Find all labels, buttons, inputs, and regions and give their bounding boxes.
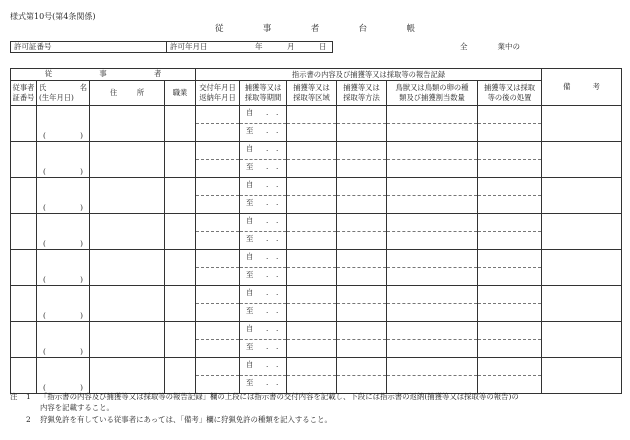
name-cell[interactable] — [37, 286, 90, 322]
header-text: 捕獲等又は採取 等の後の処置 — [483, 83, 536, 102]
name-cell[interactable] — [37, 178, 90, 214]
capture-period-header — [240, 81, 287, 106]
period-label: 至 — [246, 234, 254, 243]
note-number: 2 — [26, 414, 31, 424]
period-label: 至 — [246, 342, 254, 351]
permit-date-field[interactable] — [167, 41, 333, 53]
record-cell[interactable] — [478, 322, 542, 358]
period-to — [246, 126, 279, 135]
title-char: 者 — [310, 24, 320, 34]
date-separator: . — [266, 378, 269, 387]
period-label: 至 — [246, 198, 254, 207]
job-cell[interactable] — [165, 322, 196, 358]
paren-close: ) — [80, 166, 83, 176]
record-cell[interactable] — [387, 322, 478, 358]
row-divider — [196, 303, 239, 304]
record-cell[interactable] — [478, 178, 542, 214]
period-label: 自 — [246, 324, 254, 333]
row-divider — [196, 267, 239, 268]
row-divider — [478, 339, 541, 340]
remarks-cell[interactable] — [542, 106, 622, 142]
row-divider — [478, 303, 541, 304]
paren-open: ( — [43, 382, 46, 392]
header-char: 名 — [79, 83, 87, 93]
job-header — [165, 81, 196, 106]
date-separator: . — [276, 180, 279, 189]
note-text: 「指示書の内容及び捕獲等又は採取等の報告記録」欄の上段には指示書の交付内容を記載し、下段には指示書の返納(捕獲等又は採取等の報告)の — [40, 392, 519, 401]
worker-no-header — [11, 81, 37, 106]
header-char: 備 — [563, 81, 571, 91]
paren-close: ) — [80, 274, 83, 284]
date-separator: . — [266, 162, 269, 171]
record-cell[interactable] — [196, 106, 240, 142]
record-cell[interactable] — [337, 178, 387, 214]
capture-period-cell[interactable] — [240, 106, 287, 142]
table-row — [11, 286, 622, 322]
header-char: 従 — [44, 69, 52, 79]
period-label: 至 — [246, 378, 254, 387]
table-row — [11, 142, 622, 178]
period-label: 自 — [246, 288, 254, 297]
birthdate-parens — [43, 276, 83, 284]
date-separator: . — [276, 342, 279, 351]
date-separator: . — [276, 270, 279, 279]
record-cell[interactable] — [196, 322, 240, 358]
note-text: 狩猟免許を有している従事者にあっては、「備考」欄に狩猟免許の種類を記入すること。 — [40, 414, 332, 424]
record-cell[interactable] — [287, 214, 337, 250]
header-text: 捕獲等又は 採取等区域 — [293, 83, 330, 102]
date-separator: . — [276, 252, 279, 261]
date-separator: . — [276, 360, 279, 369]
name-cell[interactable] — [37, 214, 90, 250]
address-cell[interactable] — [90, 250, 165, 286]
name-cell[interactable] — [37, 106, 90, 142]
date-separator: . — [266, 306, 269, 315]
row-divider — [337, 339, 386, 340]
record-cell[interactable] — [478, 214, 542, 250]
record-cell[interactable] — [387, 214, 478, 250]
title-char: 事 — [262, 24, 272, 34]
record-cell[interactable] — [287, 250, 337, 286]
paren-open: ( — [43, 166, 46, 176]
row-divider — [196, 375, 239, 376]
record-cell[interactable] — [287, 322, 337, 358]
row-divider — [337, 159, 386, 160]
day-unit: 日 — [319, 42, 327, 51]
job-cell[interactable] — [165, 250, 196, 286]
record-cell[interactable] — [337, 214, 387, 250]
period-label-part: 全 — [460, 42, 468, 51]
record-cell[interactable] — [196, 286, 240, 322]
row-divider — [387, 195, 477, 196]
date-separator: . — [266, 324, 269, 333]
date-separator: . — [266, 216, 269, 225]
date-separator: . — [276, 108, 279, 117]
record-cell[interactable] — [478, 286, 542, 322]
remarks-cell[interactable] — [542, 358, 622, 394]
job-cell[interactable] — [165, 106, 196, 142]
period-label — [460, 43, 520, 52]
table-row — [11, 178, 622, 214]
worker-no-cell[interactable] — [11, 106, 37, 142]
remarks-cell[interactable] — [542, 322, 622, 358]
permit-header — [10, 41, 333, 52]
title-char: 台 — [358, 24, 368, 34]
remarks-cell[interactable] — [542, 286, 622, 322]
period-from — [246, 324, 279, 333]
name-cell[interactable] — [37, 142, 90, 178]
birthdate-parens — [43, 312, 83, 320]
date-separator: . — [276, 288, 279, 297]
paren-close: ) — [80, 310, 83, 320]
period-from — [246, 288, 279, 297]
date-separator: . — [266, 108, 269, 117]
record-group-header — [196, 69, 542, 81]
job-cell[interactable] — [165, 178, 196, 214]
permit-number-label: 許可証番号 — [14, 42, 52, 51]
row-divider — [196, 339, 239, 340]
capture-period-cell[interactable] — [240, 322, 287, 358]
birthdate-parens — [43, 204, 83, 212]
period-label: 至 — [246, 126, 254, 135]
header-char: 住 — [109, 87, 118, 97]
row-divider — [478, 123, 541, 124]
date-separator: . — [276, 198, 279, 207]
record-cell[interactable] — [478, 142, 542, 178]
name-cell[interactable] — [37, 358, 90, 394]
notes-head: 注 — [10, 392, 18, 401]
worker-no-cell[interactable] — [11, 358, 37, 394]
table-row — [11, 106, 622, 142]
row-divider — [196, 159, 239, 160]
date-separator: . — [266, 198, 269, 207]
period-from — [246, 180, 279, 189]
period-to — [246, 306, 279, 315]
record-cell[interactable] — [478, 358, 542, 394]
title-char: 従 — [215, 24, 224, 34]
address-cell[interactable] — [90, 358, 165, 394]
row-divider — [287, 339, 336, 340]
period-from — [246, 144, 279, 153]
birthdate-parens — [43, 168, 83, 176]
period-label: 自 — [246, 216, 254, 225]
record-cell[interactable] — [337, 142, 387, 178]
form-number: 様式第10号(第4条関係) — [10, 12, 96, 21]
address-header — [90, 81, 165, 106]
row-divider — [287, 159, 336, 160]
record-cell[interactable] — [337, 322, 387, 358]
period-label: 自 — [246, 252, 254, 261]
worker-no-cell[interactable] — [11, 142, 37, 178]
remarks-cell[interactable] — [542, 250, 622, 286]
worker-no-cell[interactable] — [11, 322, 37, 358]
note-text: 内容を記載すること。 — [40, 403, 114, 413]
address-cell[interactable] — [90, 178, 165, 214]
row-divider — [287, 375, 336, 376]
record-group-text: 指示書の内容及び捕獲等又は採取等の報告記録 — [291, 69, 446, 79]
job-cell[interactable] — [165, 214, 196, 250]
header-text: (生年月日) — [39, 93, 74, 102]
worker-ledger-table — [10, 68, 622, 394]
record-cell[interactable] — [387, 358, 478, 394]
row-divider — [478, 267, 541, 268]
row-divider — [287, 195, 336, 196]
birthdate-parens — [43, 240, 83, 248]
name-cell[interactable] — [37, 322, 90, 358]
record-cell[interactable] — [196, 358, 240, 394]
remarks-cell[interactable] — [542, 142, 622, 178]
header-text: 鳥獣又は鳥類の卵の種 類及び捕獲割当数量 — [395, 83, 469, 102]
page-title — [215, 25, 415, 35]
worker-no-cell[interactable] — [11, 286, 37, 322]
worker-no-cell[interactable] — [11, 214, 37, 250]
header-char: 者 — [154, 69, 162, 79]
header-text: 捕獲等又は 採取等方法 — [343, 83, 380, 102]
record-cell[interactable] — [287, 106, 337, 142]
record-cell[interactable] — [196, 214, 240, 250]
period-to — [246, 234, 279, 243]
job-cell[interactable] — [165, 358, 196, 394]
address-cell[interactable] — [90, 142, 165, 178]
header-char: 事 — [99, 69, 107, 79]
period-label: 自 — [246, 180, 254, 189]
record-cell[interactable] — [387, 250, 478, 286]
paren-open: ( — [43, 274, 46, 284]
remarks-header — [542, 69, 622, 106]
header-char: 考 — [592, 81, 600, 91]
row-divider — [478, 231, 541, 232]
row-divider — [387, 303, 477, 304]
period-to — [246, 270, 279, 279]
row-divider — [478, 375, 541, 376]
date-separator: . — [276, 144, 279, 153]
period-to — [246, 378, 279, 387]
record-cell[interactable] — [287, 178, 337, 214]
record-cell[interactable] — [287, 142, 337, 178]
row-divider — [478, 159, 541, 160]
month-unit: 月 — [287, 42, 295, 51]
period-label: 自 — [246, 108, 254, 117]
capture-period-cell[interactable] — [240, 178, 287, 214]
record-cell[interactable] — [196, 178, 240, 214]
capture-area-header — [287, 81, 337, 106]
header-text: 職業 — [172, 88, 188, 98]
date-separator: . — [266, 180, 269, 189]
record-cell[interactable] — [387, 178, 478, 214]
period-from — [246, 216, 279, 225]
date-separator: . — [276, 234, 279, 243]
after-treatment-header — [478, 81, 542, 106]
record-cell[interactable] — [196, 250, 240, 286]
record-cell[interactable] — [196, 142, 240, 178]
row-divider — [387, 231, 477, 232]
period-label: 至 — [246, 306, 254, 315]
date-separator: . — [276, 216, 279, 225]
period-label: 自 — [246, 360, 254, 369]
job-cell[interactable] — [165, 286, 196, 322]
paren-close: ) — [80, 346, 83, 356]
record-cell[interactable] — [337, 286, 387, 322]
period-to — [246, 198, 279, 207]
date-separator: . — [266, 234, 269, 243]
address-cell[interactable] — [90, 286, 165, 322]
address-cell[interactable] — [90, 214, 165, 250]
record-cell[interactable] — [287, 286, 337, 322]
date-separator: . — [266, 270, 269, 279]
date-separator: . — [266, 288, 269, 297]
record-cell[interactable] — [337, 106, 387, 142]
issue-date-header — [196, 81, 240, 106]
period-from — [246, 360, 279, 369]
date-separator: . — [266, 360, 269, 369]
row-divider — [196, 123, 239, 124]
period-from — [246, 108, 279, 117]
title-char: 帳 — [406, 24, 415, 34]
row-divider — [387, 375, 477, 376]
period-label-part: 業中の — [497, 42, 520, 51]
table-row — [11, 358, 622, 394]
header-text: 捕獲等又は 採取等期間 — [244, 83, 282, 102]
paren-open: ( — [43, 346, 46, 356]
row-divider — [337, 375, 386, 376]
paren-close: ) — [80, 202, 83, 212]
period-to — [246, 162, 279, 171]
capture-method-header — [337, 81, 387, 106]
date-separator: . — [276, 126, 279, 135]
address-cell[interactable] — [90, 106, 165, 142]
paren-close: ) — [80, 382, 83, 392]
row-divider — [337, 123, 386, 124]
row-divider — [287, 303, 336, 304]
address-cell[interactable] — [90, 322, 165, 358]
job-cell[interactable] — [165, 142, 196, 178]
capture-period-cell[interactable] — [240, 358, 287, 394]
date-separator: . — [276, 324, 279, 333]
record-cell[interactable] — [387, 286, 478, 322]
row-divider — [387, 123, 477, 124]
name-header — [37, 81, 90, 106]
period-label: 自 — [246, 144, 254, 153]
name-cell[interactable] — [37, 250, 90, 286]
permit-date-label: 許可年月日 — [170, 42, 208, 51]
row-divider — [287, 267, 336, 268]
worker-no-cell[interactable] — [11, 178, 37, 214]
table-row — [11, 322, 622, 358]
period-label: 至 — [246, 162, 254, 171]
species-header — [387, 81, 478, 106]
paren-close: ) — [80, 238, 83, 248]
note-number: 1 — [26, 392, 31, 401]
record-cell[interactable] — [337, 358, 387, 394]
date-separator: . — [276, 378, 279, 387]
row-divider — [387, 267, 477, 268]
paren-close: ) — [80, 130, 83, 140]
row-divider — [387, 159, 477, 160]
paren-open: ( — [43, 238, 46, 248]
worker-group-header — [11, 69, 196, 81]
remarks-cell[interactable] — [542, 178, 622, 214]
paren-open: ( — [43, 130, 46, 140]
date-separator: . — [276, 162, 279, 171]
year-unit: 年 — [255, 42, 263, 51]
header-text: 交付年月日 返納年月日 — [199, 83, 236, 102]
birthdate-parens — [43, 348, 83, 356]
row-divider — [478, 195, 541, 196]
date-separator: . — [266, 342, 269, 351]
row-divider — [287, 123, 336, 124]
record-cell[interactable] — [478, 250, 542, 286]
record-cell[interactable] — [478, 106, 542, 142]
record-cell[interactable] — [287, 358, 337, 394]
notes — [10, 391, 622, 425]
paren-open: ( — [43, 202, 46, 212]
birthdate-parens — [43, 132, 83, 140]
remarks-cell[interactable] — [542, 214, 622, 250]
date-separator: . — [266, 126, 269, 135]
row-divider — [287, 231, 336, 232]
period-label: 至 — [246, 270, 254, 279]
capture-period-cell[interactable] — [240, 214, 287, 250]
record-cell[interactable] — [387, 106, 478, 142]
paren-open: ( — [43, 310, 46, 320]
row-divider — [337, 267, 386, 268]
header-text: 従事者 証番号 — [12, 83, 35, 102]
worker-no-cell[interactable] — [11, 250, 37, 286]
capture-period-cell[interactable] — [240, 286, 287, 322]
row-divider — [337, 195, 386, 196]
record-cell[interactable] — [337, 250, 387, 286]
record-cell[interactable] — [387, 142, 478, 178]
row-divider — [196, 231, 239, 232]
capture-period-cell[interactable] — [240, 250, 287, 286]
period-from — [246, 252, 279, 261]
header-char: 氏 — [39, 83, 47, 93]
date-separator: . — [266, 252, 269, 261]
permit-number-field[interactable] — [10, 41, 167, 53]
row-divider — [387, 339, 477, 340]
period-to — [246, 342, 279, 351]
capture-period-cell[interactable] — [240, 142, 287, 178]
date-separator: . — [266, 144, 269, 153]
date-separator: . — [276, 306, 279, 315]
row-divider — [337, 231, 386, 232]
row-divider — [196, 195, 239, 196]
table-row — [11, 250, 622, 286]
table-row — [11, 214, 622, 250]
header-char: 所 — [136, 87, 145, 97]
row-divider — [337, 303, 386, 304]
